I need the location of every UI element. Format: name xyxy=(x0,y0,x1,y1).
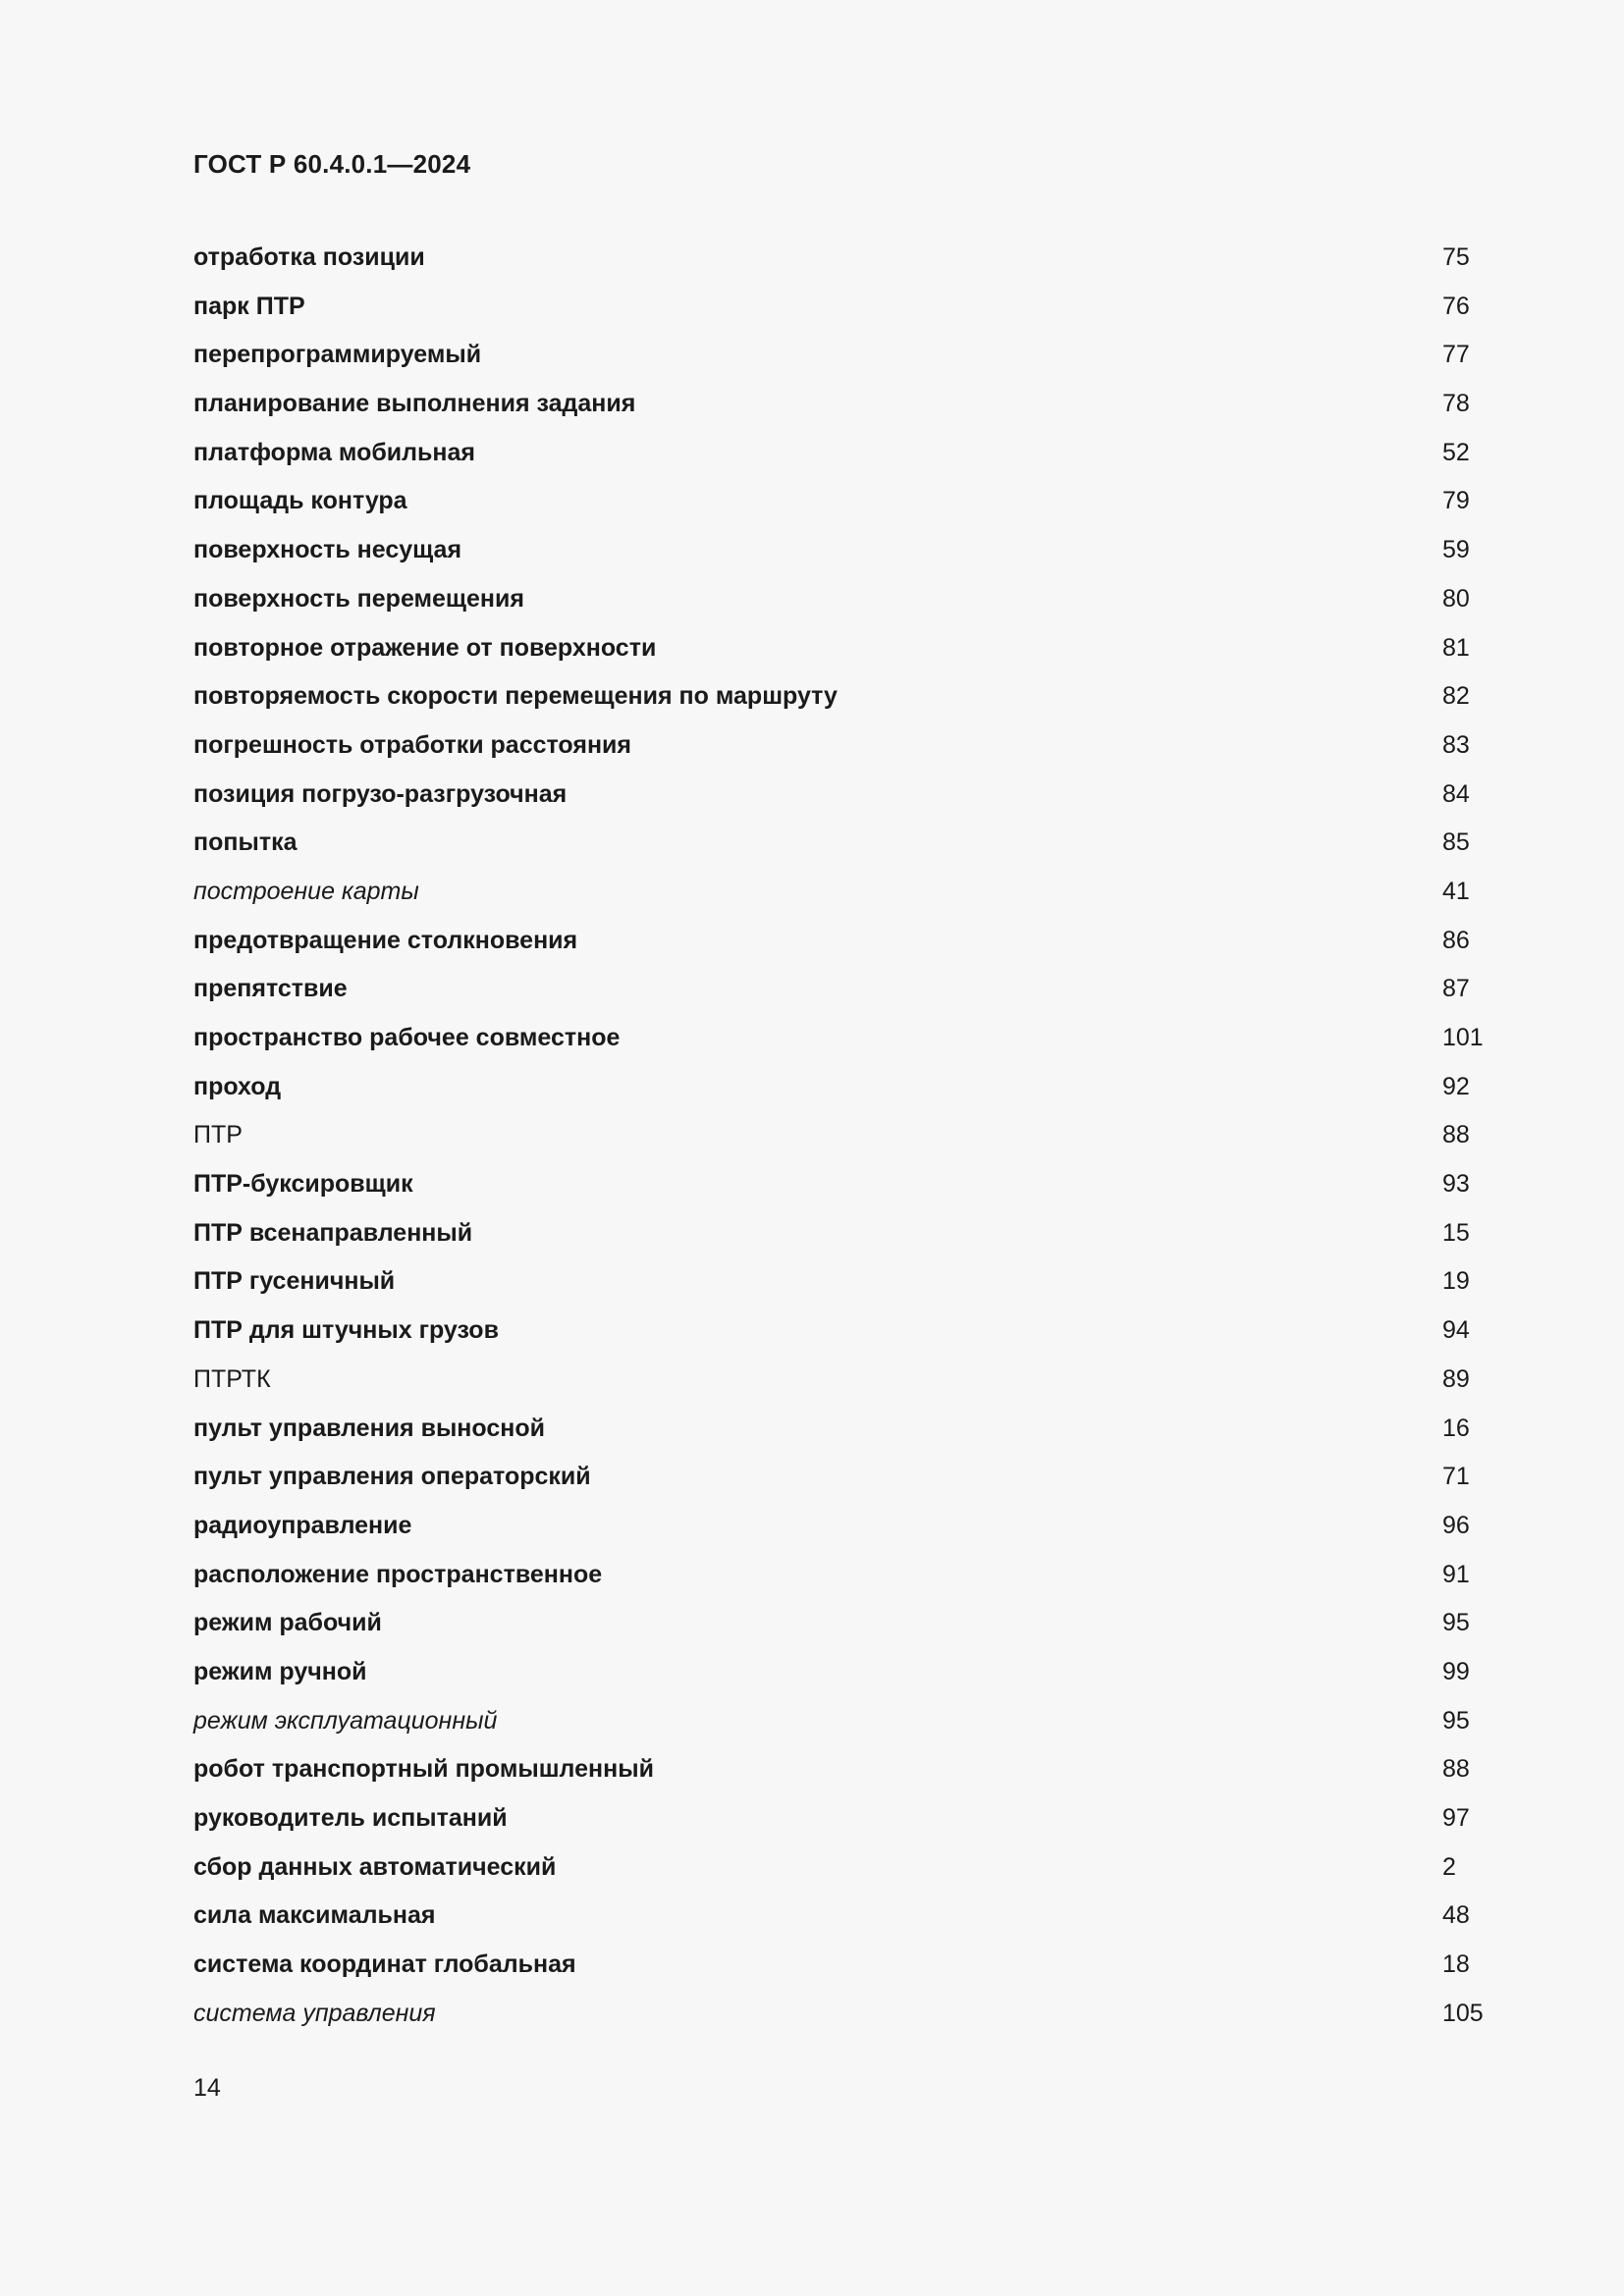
index-entry xyxy=(193,777,1489,827)
index-entry xyxy=(193,582,1489,631)
index-entry-term: планирование выполнения задания xyxy=(193,390,636,418)
index-entry xyxy=(193,1070,1489,1119)
index-entry-number: 95 xyxy=(1442,1609,1470,1637)
index-entry-term: ПТР-буксировщик xyxy=(193,1170,413,1199)
term-index-list xyxy=(193,240,1489,2045)
index-entry xyxy=(193,728,1489,777)
index-entry-number: 79 xyxy=(1442,487,1470,515)
index-entry-term: пульт управления операторский xyxy=(193,1463,591,1491)
index-entry-number: 97 xyxy=(1442,1804,1470,1832)
index-entry-term: сила максимальная xyxy=(193,1901,436,1930)
index-entry-number: 76 xyxy=(1442,292,1470,320)
index-entry-number: 96 xyxy=(1442,1511,1470,1539)
index-entry-term: проход xyxy=(193,1072,282,1100)
index-entry xyxy=(193,1752,1489,1801)
index-entry-term: система координат глобальная xyxy=(193,1950,576,1979)
index-entry-term: построение карты xyxy=(193,877,419,905)
index-entry-number: 99 xyxy=(1442,1657,1470,1685)
index-entry xyxy=(193,1898,1489,1948)
index-entry-number: 59 xyxy=(1442,536,1470,564)
index-entry-term: руководитель испытаний xyxy=(193,1804,508,1832)
index-entry-number: 75 xyxy=(1442,243,1470,271)
index-entry xyxy=(193,1509,1489,1558)
index-entry xyxy=(193,1948,1489,1997)
index-entry xyxy=(193,1460,1489,1509)
index-entry xyxy=(193,875,1489,924)
index-entry xyxy=(193,972,1489,1021)
index-entry-term: режим рабочий xyxy=(193,1609,382,1637)
index-entry-term: ПТР xyxy=(193,1121,243,1149)
index-entry xyxy=(193,1801,1489,1850)
index-entry-term: предотвращение столкновения xyxy=(193,926,578,954)
index-entry-number: 19 xyxy=(1442,1267,1470,1296)
index-entry xyxy=(193,1021,1489,1070)
index-entry xyxy=(193,533,1489,582)
index-entry-number: 80 xyxy=(1442,584,1470,613)
page-number: 14 xyxy=(193,2074,221,2102)
index-entry xyxy=(193,1264,1489,1313)
index-entry-term: отработка позиции xyxy=(193,243,425,271)
index-entry-term: перепрограммируемый xyxy=(193,341,482,369)
index-entry-term: режим ручной xyxy=(193,1657,367,1685)
index-entry-term: ПТР всенаправленный xyxy=(193,1218,473,1247)
index-entry-term: режим эксплуатационный xyxy=(193,1706,498,1735)
index-entry-term: повторное отражение от поверхности xyxy=(193,633,657,662)
index-entry-term: погрешность отработки расстояния xyxy=(193,730,632,759)
index-entry-term: ПТРТК xyxy=(193,1364,271,1393)
index-entry xyxy=(193,1412,1489,1461)
index-entry-term: расположение пространственное xyxy=(193,1560,603,1588)
index-entry-term: препятствие xyxy=(193,975,348,1003)
index-entry-number: 71 xyxy=(1442,1463,1470,1491)
index-entry-number: 16 xyxy=(1442,1414,1470,1442)
index-entry-term: система управления xyxy=(193,1999,436,2027)
document-header: ГОСТ Р 60.4.0.1—2024 xyxy=(193,149,471,179)
index-entry-number: 84 xyxy=(1442,779,1470,808)
index-entry-number: 52 xyxy=(1442,438,1470,466)
index-entry-number: 91 xyxy=(1442,1560,1470,1588)
index-entry-number: 41 xyxy=(1442,877,1470,905)
index-entry xyxy=(193,631,1489,680)
index-entry-number: 94 xyxy=(1442,1316,1470,1345)
index-entry-number: 89 xyxy=(1442,1364,1470,1393)
index-entry xyxy=(193,1558,1489,1607)
index-entry-term: попытка xyxy=(193,828,298,857)
index-entry xyxy=(193,1313,1489,1362)
index-entry-number: 83 xyxy=(1442,730,1470,759)
index-entry xyxy=(193,1704,1489,1753)
index-entry-term: поверхность перемещения xyxy=(193,584,524,613)
index-entry xyxy=(193,290,1489,339)
index-entry xyxy=(193,1216,1489,1265)
index-entry-number: 18 xyxy=(1442,1950,1470,1979)
index-entry-term: пространство рабочее совместное xyxy=(193,1024,621,1051)
index-entry-number: 77 xyxy=(1442,341,1470,369)
index-entry xyxy=(193,679,1489,728)
index-entry-term: парк ПТР xyxy=(193,292,305,320)
index-entry xyxy=(193,1362,1489,1412)
index-entry-term: ПТР гусеничный xyxy=(193,1267,396,1296)
index-entry xyxy=(193,484,1489,533)
index-entry xyxy=(193,1850,1489,1899)
index-entry xyxy=(193,1655,1489,1704)
index-entry-number: 87 xyxy=(1442,975,1470,1003)
index-entry-number: 101 xyxy=(1442,1024,1484,1051)
index-entry-term: пульт управления выносной xyxy=(193,1414,545,1442)
index-entry-number: 15 xyxy=(1442,1218,1470,1247)
index-entry xyxy=(193,826,1489,875)
index-entry xyxy=(193,924,1489,973)
index-entry-term: ПТР для штучных грузов xyxy=(193,1316,499,1345)
index-entry-term: площадь контура xyxy=(193,487,407,515)
index-entry-number: 82 xyxy=(1442,682,1470,711)
index-entry-number: 85 xyxy=(1442,828,1470,857)
index-entry xyxy=(193,1606,1489,1655)
index-entry-term: поверхность несущая xyxy=(193,536,462,564)
index-entry xyxy=(193,1118,1489,1167)
index-entry-term: повторяемость скорости перемещения по маршруту xyxy=(193,682,838,711)
index-entry-number: 2 xyxy=(1442,1852,1456,1881)
index-entry-number: 88 xyxy=(1442,1755,1470,1784)
index-entry-number: 48 xyxy=(1442,1901,1470,1930)
index-entry-term: сбор данных автоматический xyxy=(193,1852,557,1881)
index-entry xyxy=(193,1167,1489,1216)
index-entry-number: 81 xyxy=(1442,633,1470,662)
index-entry-term: робот транспортный промышленный xyxy=(193,1755,654,1784)
index-entry-term: радиоуправление xyxy=(193,1511,412,1539)
index-entry xyxy=(193,1997,1489,2046)
index-entry-number: 105 xyxy=(1442,1999,1484,2027)
index-entry-number: 95 xyxy=(1442,1706,1470,1735)
index-entry xyxy=(193,387,1489,436)
index-entry-number: 88 xyxy=(1442,1121,1470,1149)
index-entry-term: позиция погрузо-разгрузочная xyxy=(193,779,568,808)
index-entry-term: платформа мобильная xyxy=(193,438,475,466)
index-entry-number: 92 xyxy=(1442,1072,1470,1100)
index-entry xyxy=(193,240,1489,290)
index-entry-number: 93 xyxy=(1442,1170,1470,1199)
index-entry-number: 78 xyxy=(1442,390,1470,418)
index-entry-number: 86 xyxy=(1442,926,1470,954)
index-entry xyxy=(193,338,1489,387)
index-entry xyxy=(193,436,1489,485)
